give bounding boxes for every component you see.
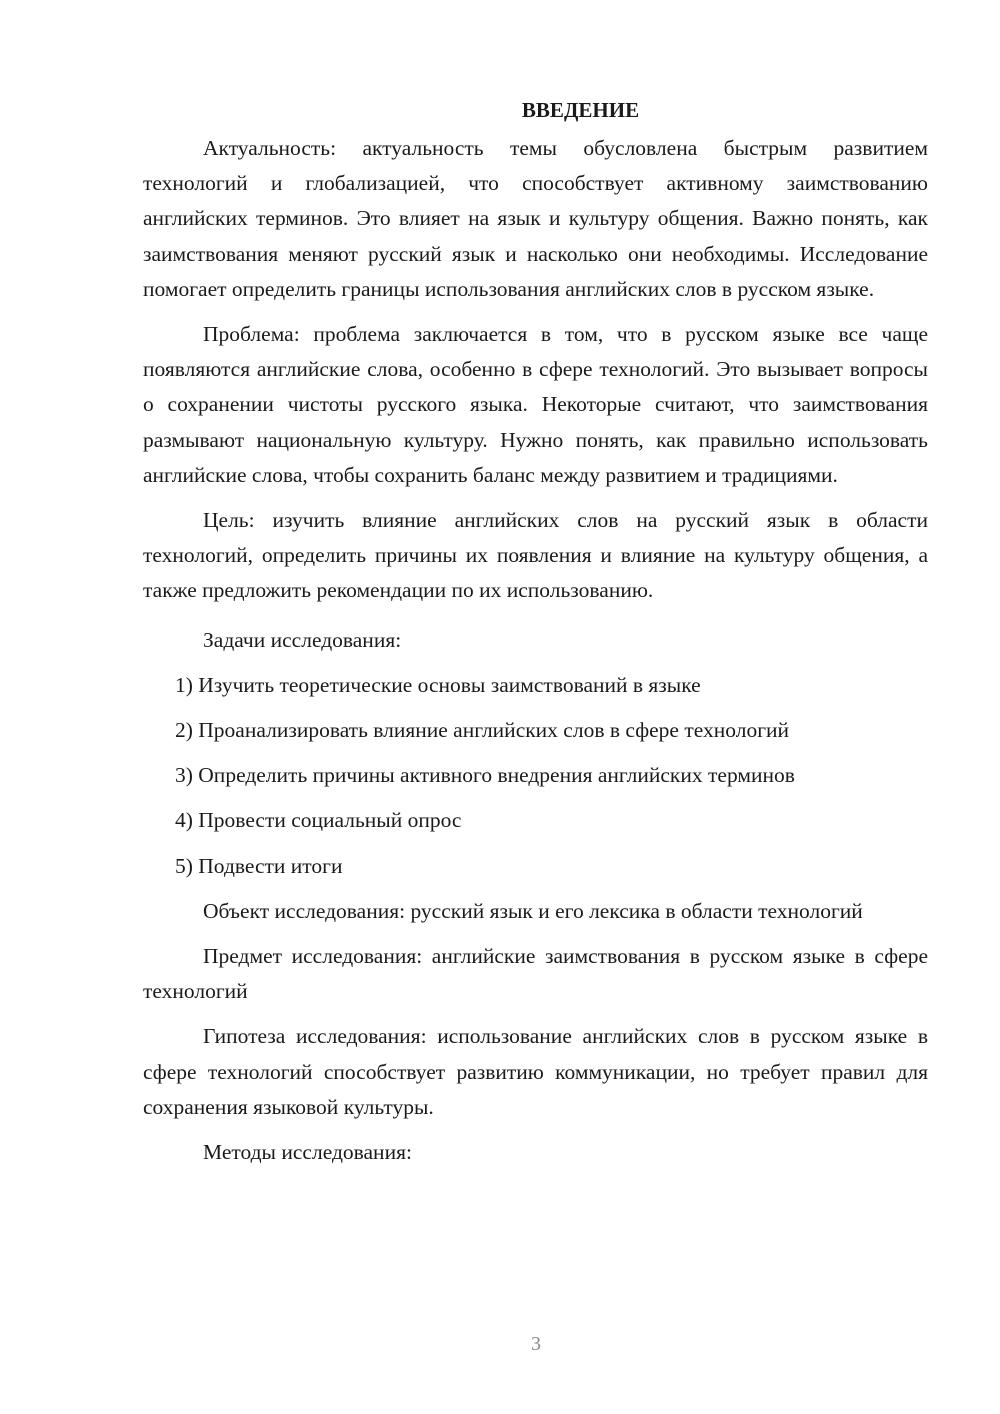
paragraph-hypothesis: Гипотеза исследования: использование английских слов в русском языке в сфере технологий способствует развитию коммуникации, но требует правил для сохранения языковой культуры. bbox=[143, 1024, 928, 1119]
paragraph-goal: Цель: изучить влияние английских слов на русский язык в области технологий, определить причины их появления и влияние на культуру общения, а также предложить рекомендации по их использованию. bbox=[143, 508, 928, 603]
list-item: 4) Провести социальный опрос bbox=[175, 808, 462, 833]
paragraph-object: Объект исследования: русский язык и его лексика в области технологий bbox=[203, 898, 863, 923]
list-item: 1) Изучить теоретические основы заимствований в языке bbox=[175, 672, 701, 697]
paragraph-subject: Предмет исследования: английские заимствования в русском языке в сфере технологий bbox=[143, 944, 928, 1004]
list-item: 3) Определить причины активного внедрения английских терминов bbox=[175, 763, 795, 788]
tasks-heading: Задачи исследования: bbox=[203, 627, 402, 652]
page-number: 3 bbox=[531, 1333, 541, 1355]
methods-heading: Методы исследования: bbox=[203, 1140, 412, 1165]
list-item: 5) Подвести итоги bbox=[175, 853, 343, 878]
document-page bbox=[143, 92, 928, 1180]
tasks-list bbox=[143, 668, 928, 884]
paragraph-problem: Проблема: проблема заключается в том, что в русском языке все чаще появляются английские слова, особенно в сфере технологий. Это вызывает вопросы о сохранении чистоты русского языка. Некоторые считают, что заимствования размывают национальную культуру. Нужно понять, как правильно использовать английские слова, чтобы сохранить баланс между развитием и традициями. bbox=[143, 322, 928, 487]
list-item: 2) Проанализировать влияние английских слов в сфере технологий bbox=[175, 718, 790, 743]
paragraph-relevance: Актуальность: актуальность темы обусловлена быстрым развитием технологий и глобализацией, что способствует активному заимствованию английских терминов. Это влияет на язык и культуру общения. Важно понять, как заимствования меняют русский язык и насколько они необходимы. Исследование помогает определить границы использования английских слов в русском языке. bbox=[143, 136, 928, 301]
page-title: ВВЕДЕНИЕ bbox=[521, 98, 640, 122]
